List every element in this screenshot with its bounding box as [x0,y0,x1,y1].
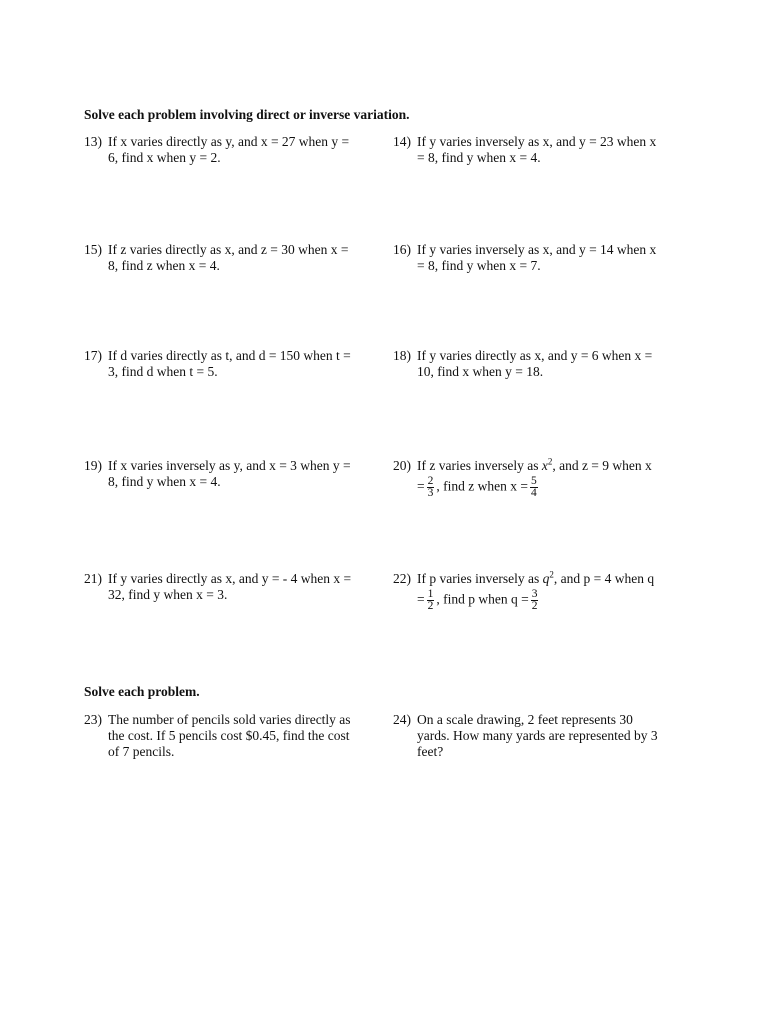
fraction [531,589,539,612]
problem-text-line: 8, find y when x = 4. [108,474,221,489]
problem-text-line: If y varies inversely as x, and y = 14 when x [417,242,657,257]
problem-text-line [417,589,687,612]
problem-number: 14) [393,134,411,149]
variable: x [541,458,548,473]
section-heading-problems: Solve each problem. [84,684,200,699]
fraction-denominator: 3 [427,487,434,499]
fraction [427,476,435,499]
problem-text-line: the cost. If 5 pencils cost $0.45, find the cost [108,728,350,743]
problem-number: 17) [84,348,102,363]
problem-number: 16) [393,242,411,257]
fraction-denominator: 4 [530,487,537,499]
problem-text-line: = 8, find y when x = 4. [417,150,541,165]
equals-sign: = [417,591,425,607]
problem-text-line [417,458,687,474]
problem-number: 20) [393,458,411,473]
problem-text-line: If y varies directly as x, and y = 6 when x = [417,348,653,363]
problem-number: 24) [393,712,411,727]
problem-text-line [417,571,687,587]
fraction-numerator: 2 [427,475,434,487]
problem-text-line: If d varies directly as t, and d = 150 when t = [108,348,351,363]
problem-text-line: = 8, find y when x = 7. [417,258,541,273]
variable: q [542,571,550,586]
fraction-numerator: 5 [530,475,537,487]
equals-sign: = [417,478,425,494]
problem-number: 19) [84,458,102,473]
problem-text: , find p when q = [436,591,529,607]
problem-text-line: 6, find x when y = 2. [108,150,221,165]
problem-text: , and p = 4 when q [553,571,655,586]
problem-number: 22) [393,571,411,586]
problem-text: , and z = 9 when x [552,458,652,473]
problem-text-line: If x varies inversely as y, and x = 3 when y = [108,458,351,473]
problem-number: 15) [84,242,102,257]
section-heading-variation: Solve each problem involving direct or inverse variation. [84,107,410,122]
problem-number: 18) [393,348,411,363]
exponent: 2 [547,456,553,467]
problem-text-line: 3, find d when t = 5. [108,364,218,379]
fraction-denominator: 2 [427,600,434,612]
problem-number: 21) [84,571,102,586]
problem-text-line: 10, find x when y = 18. [417,364,544,379]
problem-text-line: If z varies directly as x, and z = 30 when x = [108,242,349,257]
problem-text-line [417,476,687,499]
problem-text-line: feet? [417,744,444,759]
fraction [530,476,538,499]
problem-text-line: 32, find y when x = 3. [108,587,228,602]
problem-number: 23) [84,712,102,727]
problem-text-line: If y varies inversely as x, and y = 23 when x [417,134,657,149]
problem-text: If z varies inversely as [417,458,539,473]
problem-text-line: If x varies directly as y, and x = 27 when y = [108,134,350,149]
problem-text: , find z when x = [436,478,528,494]
problem-text-line: of 7 pencils. [108,744,175,759]
problem-text-line: 8, find z when x = 4. [108,258,220,273]
fraction-numerator: 3 [531,588,538,600]
problem-text-line: The number of pencils sold varies directly as [108,712,351,727]
fraction-numerator: 1 [427,588,434,600]
exponent: 2 [549,569,554,580]
problem-text: If p varies inversely as [417,571,540,586]
problem-number: 13) [84,134,102,149]
fraction [427,589,435,612]
problem-text-line: yards. How many yards are represented by 3 [417,728,658,743]
fraction-denominator: 2 [531,600,538,612]
problem-text-line: On a scale drawing, 2 feet represents 30 [417,712,633,727]
problem-text-line: If y varies directly as x, and y = - 4 when x = [108,571,352,586]
